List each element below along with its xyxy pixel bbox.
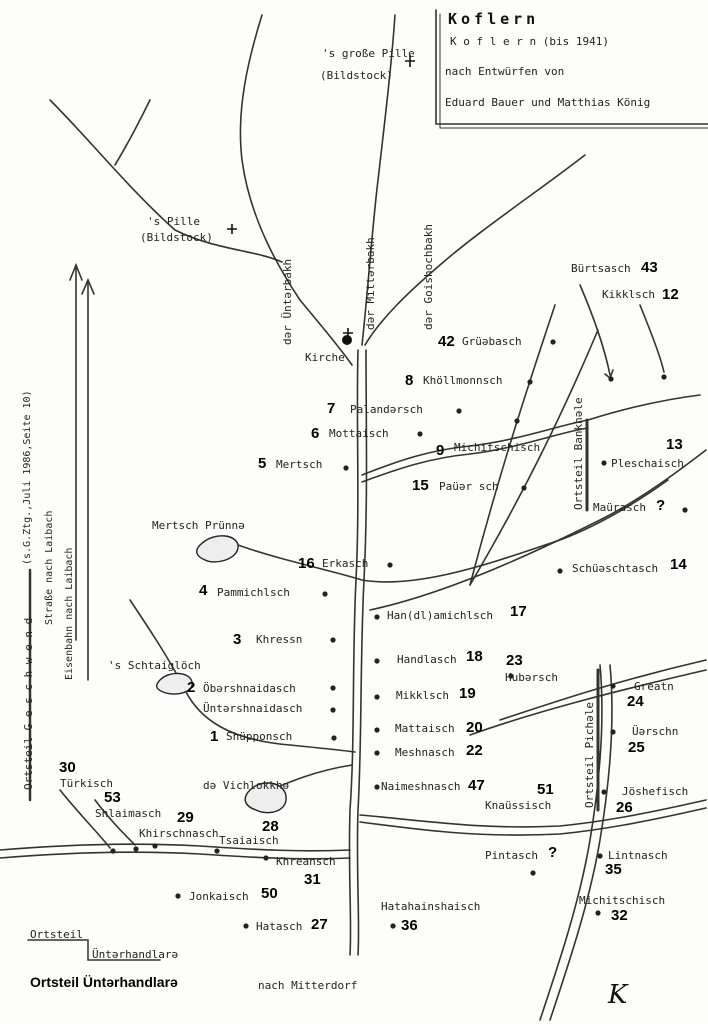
house-name: Hatasch (256, 920, 303, 933)
house-number: 3 (233, 631, 242, 648)
road-label-eisenbahn: Eisenbahn nach Laibach (64, 547, 75, 680)
house-number: 8 (405, 372, 414, 389)
landmark-grosse-pille: 's große Pille (322, 47, 415, 60)
church-marker (342, 335, 352, 345)
landmark-schtaigloch: 's Schtaiglöch (108, 659, 201, 672)
road-label-strasse: Straße nach Laibach (44, 510, 55, 625)
pond-mertsch (197, 536, 238, 562)
house-number: 27 (311, 916, 328, 933)
house-number: 25 (628, 739, 645, 756)
house-name: Pleschaisch (611, 457, 684, 470)
house-number: 31 (304, 871, 321, 888)
stream-label-untarbakh: dər Üntərbakh (281, 258, 294, 345)
road-label-mitterdorf: nach Mitterdorf (258, 979, 358, 992)
house-name: Schüəschtasch (572, 562, 659, 575)
stream-untarbakh (240, 15, 352, 365)
house-number: 5 (258, 455, 267, 472)
house-number: 22 (466, 742, 483, 759)
house-number: 32 (611, 907, 628, 924)
house-number: 23 (506, 652, 523, 669)
house-name: Kikklsch (602, 288, 655, 301)
house-name: Shüpponsch (226, 730, 293, 743)
landmark-vichlokkhe: də Vichlokkhə (203, 779, 290, 792)
house-number: 2 (187, 679, 196, 696)
house-name: Han(dl)amichlsch (387, 609, 493, 622)
district-pichele: Ortsteil Pichəle (583, 702, 596, 808)
house-number: 7 (327, 400, 336, 417)
landmark-grosse-pille-sub: (Bildstock) (320, 69, 393, 82)
house-name: Jöshefisch (622, 785, 689, 798)
credit-line-2: Eduard Bauer und Matthias König (445, 96, 651, 109)
house-name: Jonkaisch (189, 890, 249, 903)
house-name: Khressn (256, 633, 303, 646)
house-number: 42 (438, 333, 455, 350)
house-name: Lintnasch (608, 849, 668, 862)
house-name: Maürasch (593, 501, 646, 514)
district-geschwend: Ortsteil G e s c h w e n d (22, 617, 35, 790)
house-name: Khirschnasch (139, 827, 219, 840)
house-number: 9 (436, 442, 445, 459)
road-main (349, 350, 358, 955)
house-number: 12 (662, 286, 679, 303)
house-name: Shlaimasch (95, 807, 162, 820)
map-subtitle: K o f l e r n (bis 1941) (450, 35, 609, 48)
house-name: Türkisch (60, 777, 113, 790)
house-number: 26 (616, 799, 633, 816)
house-name: Palandərsch (350, 403, 423, 416)
house-name: Meshnasch (395, 746, 455, 759)
house-number: 36 (401, 917, 418, 934)
house-number: ? (548, 844, 558, 861)
house-dots (110, 339, 687, 928)
house-name: Pintasch (485, 849, 538, 862)
house-number: 28 (262, 818, 279, 835)
house-name: Handlasch (397, 653, 457, 666)
district-bankhale: Ortsteil Bankhəle (572, 397, 585, 510)
house-number: 51 (537, 781, 554, 798)
house-name: Knaüssisch (485, 799, 552, 812)
house-number: 18 (466, 648, 483, 665)
credit-line-1: nach Entwürfen von (445, 65, 565, 78)
stream-label-mittarbakh: dər Mittərbakh (364, 237, 377, 330)
district-small-1: Ortsteil (30, 928, 83, 941)
house-name: Mertsch (276, 458, 323, 471)
house-number: 6 (311, 425, 320, 442)
district-geschwend-ref: (s.G.Ztg.,Juli 1986,Seite 10) (22, 390, 33, 565)
house-number: 53 (104, 789, 121, 806)
landmark-kirche: Kirche (305, 351, 345, 364)
house-number: 29 (177, 809, 194, 826)
house-number: 35 (605, 861, 622, 878)
house-name: Pammichlsch (217, 586, 290, 599)
house-name: Tsaiaisch (219, 834, 279, 847)
house-number: ? (656, 497, 666, 514)
landmark-mertsch-prunna: Mertsch Prünnə (152, 519, 245, 532)
house-name: Michitschisch (579, 894, 666, 907)
house-number: 4 (199, 582, 208, 599)
house-name: Mattaisch (395, 722, 455, 735)
house-name: Mikklsch (396, 689, 449, 702)
house-name: Üərschn (632, 725, 679, 738)
house-number: 14 (670, 556, 687, 573)
house-number: 24 (627, 693, 644, 710)
house-name: Paüər sch (439, 480, 499, 493)
house-number: 47 (468, 777, 485, 794)
house-number: 20 (466, 719, 483, 736)
house-number: 13 (666, 436, 683, 453)
house-name: Erkasch (322, 557, 369, 570)
house-number: 50 (261, 885, 278, 902)
house-name: Hatahainshaisch (381, 900, 481, 913)
house-number: 15 (412, 477, 429, 494)
stream-label-goishochbakh: dər Goishochbakh (422, 224, 435, 330)
house-name: Öbərshnaidasch (203, 682, 296, 695)
house-name: Michitschisch (454, 441, 541, 454)
house-number: 1 (210, 728, 219, 745)
landmark-pille-sub: (Bildstock) (140, 231, 213, 244)
house-name: Khreansch (276, 855, 336, 868)
house-name: Greatn (634, 680, 674, 693)
house-name: Mottaisch (329, 427, 389, 440)
landmark-pille: 's Pille (147, 215, 200, 228)
district-legend: Ortsteil Üntərhandlarə (30, 974, 178, 990)
house-name: Naimeshnasch (381, 780, 461, 793)
house-name: Khöllmonnsch (423, 374, 503, 387)
house-number: 43 (641, 259, 658, 276)
house-name: Üntərshnaidasch (203, 702, 303, 715)
house-number: 19 (459, 685, 476, 702)
district-small-2: Üntərhandlarə (92, 948, 179, 961)
map-title: Koflern (448, 10, 540, 28)
house-number: 16 (298, 555, 315, 572)
house-number: 17 (510, 603, 527, 620)
house-name: Bürtsasch (571, 262, 631, 275)
house-name: Grüəbasch (462, 335, 522, 348)
house-name: Hubərsch (505, 671, 558, 684)
house-number: 30 (59, 759, 76, 776)
signature: K (608, 980, 628, 1010)
